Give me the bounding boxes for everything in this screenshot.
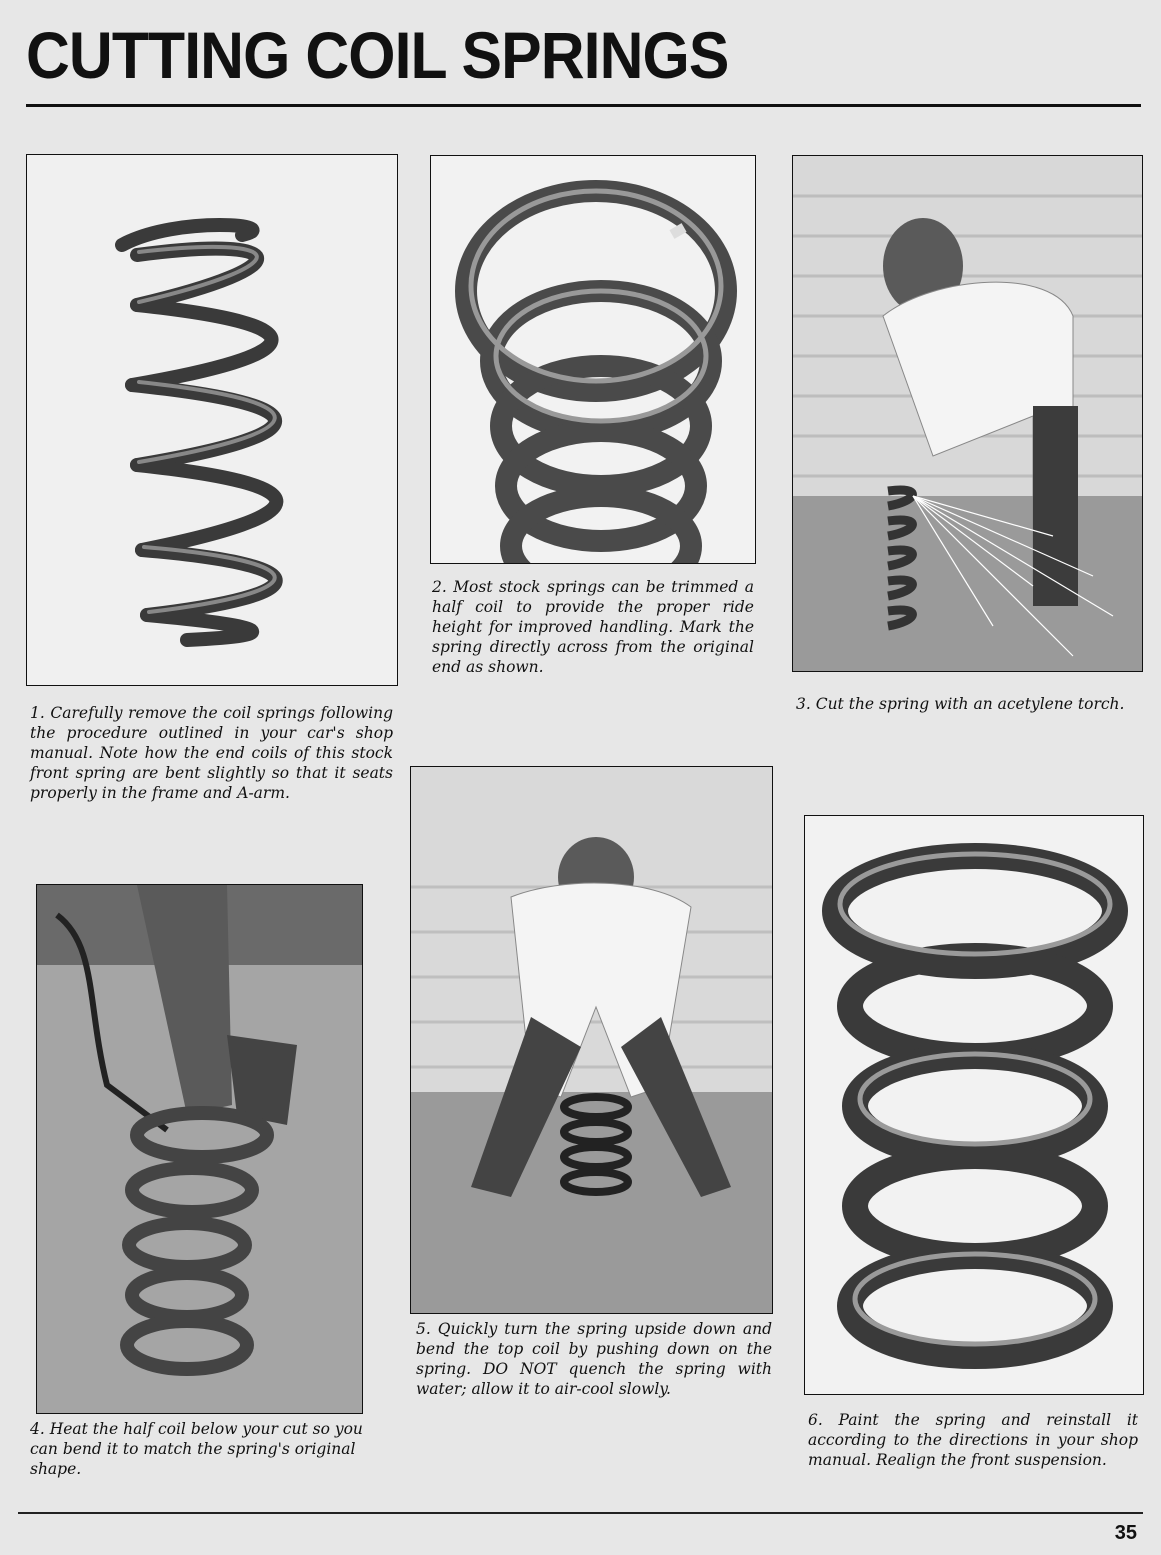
caption-4: 4. Heat the half coil below your cut so you can bend it to match the spring's original shape.: [30, 1420, 363, 1478]
footer-rule: [18, 1512, 1143, 1514]
photo-3-torch-cutting: [792, 155, 1143, 672]
photo-1-stock-spring: [26, 154, 398, 686]
page-number: 35: [1114, 1522, 1137, 1544]
heating-coil-illustration: [37, 885, 362, 1413]
caption-1: 1. Carefully remove the coil springs following the procedure outlined in your car's shop manual. Note how the end coils of this stock front spring are bent slightly so that it seats properly in the frame and A-arm.: [30, 704, 393, 802]
photo-2-marked-spring: [430, 155, 756, 564]
photo-4-heating-coil: [36, 884, 363, 1414]
torch-cutting-illustration: [793, 156, 1142, 671]
finished-spring-illustration: [805, 816, 1143, 1394]
caption-2: 2. Most stock springs can be trimmed a half coil to provide the proper ride height for improved handling. Mark the spring directly across from the original end as shown.: [432, 578, 754, 676]
photo-5-bending-coil: [410, 766, 773, 1314]
caption-6: 6. Paint the spring and reinstall it according to the directions in your shop manual. Realign the front suspension.: [808, 1411, 1138, 1469]
caption-5: 5. Quickly turn the spring upside down and bend the top coil by pushing down on the spring. DO NOT quench the spring with water; allow it to air-cool slowly.: [416, 1320, 772, 1398]
title-rule: [26, 104, 1141, 107]
marked-spring-illustration: [431, 156, 755, 563]
page-title: CUTTING COIL SPRINGS: [26, 18, 729, 92]
caption-3: 3. Cut the spring with an acetylene torch.: [796, 695, 1125, 713]
bending-coil-illustration: [411, 767, 772, 1313]
photo-6-finished-spring: [804, 815, 1144, 1395]
coil-spring-illustration: [27, 155, 397, 685]
